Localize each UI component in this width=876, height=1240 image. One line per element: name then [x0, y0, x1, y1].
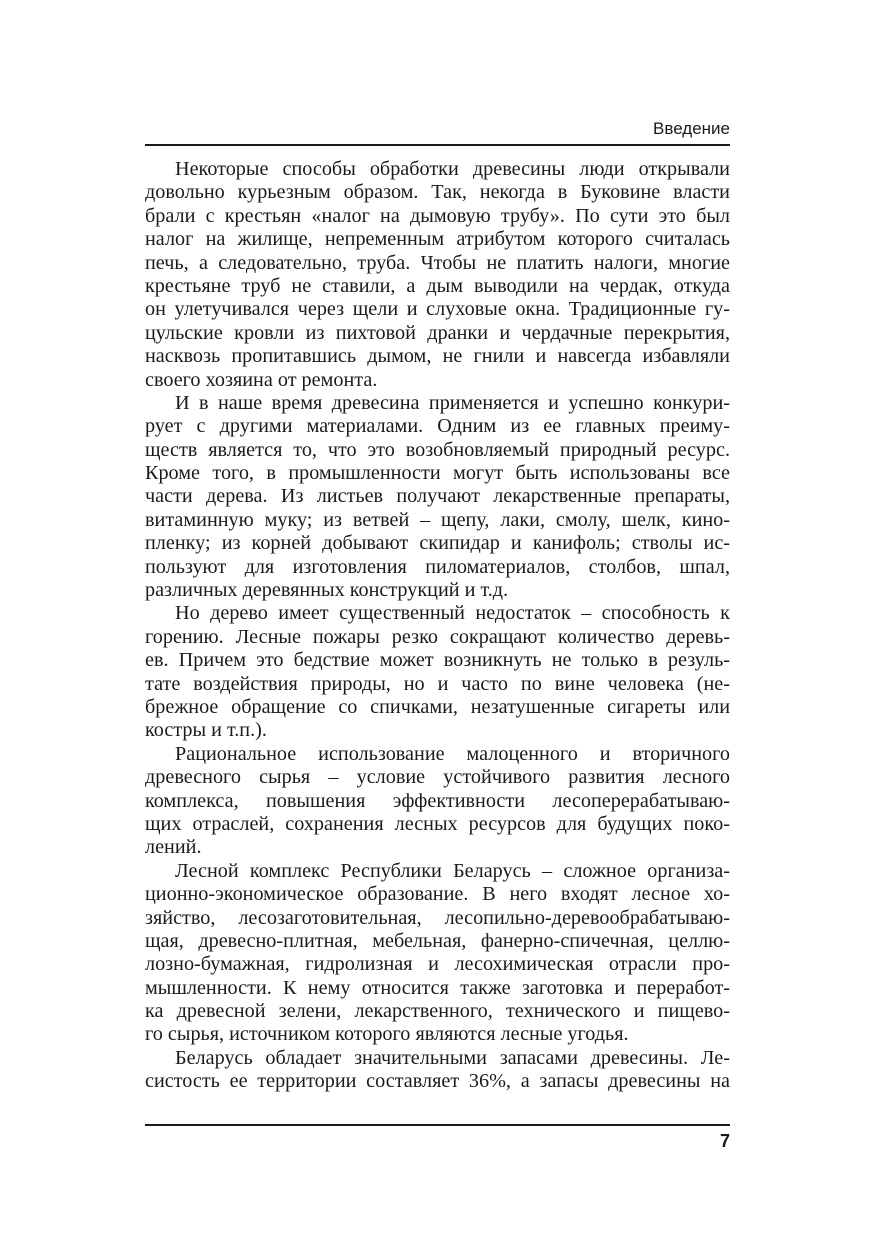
text-line: различных деревянных конструкций и т.д.	[145, 579, 509, 602]
text-line: тате воздействия природы, но и часто по вине человека (не-	[145, 672, 730, 695]
paragraph	[145, 1047, 730, 1094]
text-line: Лесной комплекс Республики Беларусь – сложное организа-	[175, 859, 730, 882]
text-line: пользуют для изготовления пиломатериалов, столбов, шпал,	[145, 555, 730, 578]
footer-rule	[145, 1124, 730, 1126]
text-line: Рациональное использование малоценного и вторичного	[175, 742, 730, 765]
text-line: лозно-бумажная, гидролизная и лесохимическая отрасли про-	[145, 953, 730, 976]
paragraph	[145, 743, 730, 860]
text-line: крестьяне труб не ставили, а дым выводили на чердак, откуда	[145, 274, 730, 297]
text-line: ев. Причем это бедствие может возникнуть не только в резуль-	[145, 649, 730, 672]
text-line: лений.	[145, 836, 202, 859]
header-rule	[145, 144, 730, 146]
text-line: Некоторые способы обработки древесины люди открывали	[175, 158, 730, 180]
text-line: го сырья, источником которого являются лесные угодья.	[145, 1023, 629, 1046]
running-head: Введение	[653, 119, 730, 138]
text-line: он улетучивался через щели и слуховые окна. Традиционные гу-	[145, 298, 730, 321]
text-line: Беларусь обладает значительными запасами древесины. Ле-	[175, 1046, 730, 1069]
text-line: брежное обращение со спичками, незатушенные сигареты или	[145, 695, 730, 718]
text-line: довольно курьезным образом. Так, некогда в Буковине власти	[145, 181, 730, 204]
paragraph	[145, 158, 730, 392]
text-line: Но дерево имеет существенный недостаток – способность к	[175, 602, 730, 625]
text-line: налог на жилище, непременным атрибутом которого считалась	[145, 228, 730, 251]
text-line: части дерева. Из листьев получают лекарственные препараты,	[145, 485, 730, 508]
text-line: насквозь пропитавшись дымом, не гнили и навсегда избавляли	[145, 345, 730, 368]
text-line: ционно-экономическое образование. В него входят лесное хо-	[145, 883, 730, 906]
text-line: рует с другими материалами. Одним из ее главных преиму-	[145, 415, 730, 438]
paragraph	[145, 392, 730, 603]
text-line: комплекса, повышения эффективности лесоперерабатываю-	[145, 789, 730, 812]
page-number: 7	[719, 1131, 730, 1151]
body-text	[145, 158, 730, 1094]
text-line: костры и т.п.).	[145, 719, 267, 742]
text-line: печь, а следовательно, труба. Чтобы не платить налоги, многие	[145, 251, 730, 274]
text-line: зяйство, лесозаготовительная, лесопильно-деревообрабатываю-	[145, 906, 730, 929]
text-line: цульские кровли из пихтовой дранки и чердачные перекрытия,	[145, 321, 730, 344]
text-line: систость ее территории составляет 36%, а запасы древесины на	[145, 1070, 730, 1093]
text-line: ществ является то, что это возобновляемый природный ресурс.	[145, 438, 730, 461]
text-line: И в наше время древесина применяется и успешно конкури-	[175, 391, 730, 414]
paragraph	[145, 602, 730, 742]
text-line: щих отраслей, сохранения лесных ресурсов для будущих поко-	[145, 812, 730, 835]
text-line: мышленности. К нему относится также заготовка и переработ-	[145, 976, 730, 999]
text-line: брали с крестьян «налог на дымовую трубу». По сути это был	[145, 204, 730, 227]
text-line: витаминную муку; из ветвей – щепу, лаки, смолу, шелк, кино-	[145, 508, 730, 531]
text-line: ка древесной зелени, лекарственного, технического и пищево-	[145, 1000, 730, 1023]
text-line: пленку; из корней добывают скипидар и канифоль; стволы ис-	[145, 532, 730, 555]
text-line: горению. Лесные пожары резко сокращают количество деревь-	[145, 625, 730, 648]
text-line: своего хозяина от ремонта.	[145, 368, 378, 391]
paragraph	[145, 860, 730, 1047]
text-line: древесного сырья – условие устойчивого развития лесного	[145, 766, 730, 789]
text-line: Кроме того, в промышленности могут быть использованы все	[145, 462, 730, 485]
text-line: щая, древесно-плитная, мебельная, фанерно-спичечная, целлю-	[145, 929, 730, 952]
